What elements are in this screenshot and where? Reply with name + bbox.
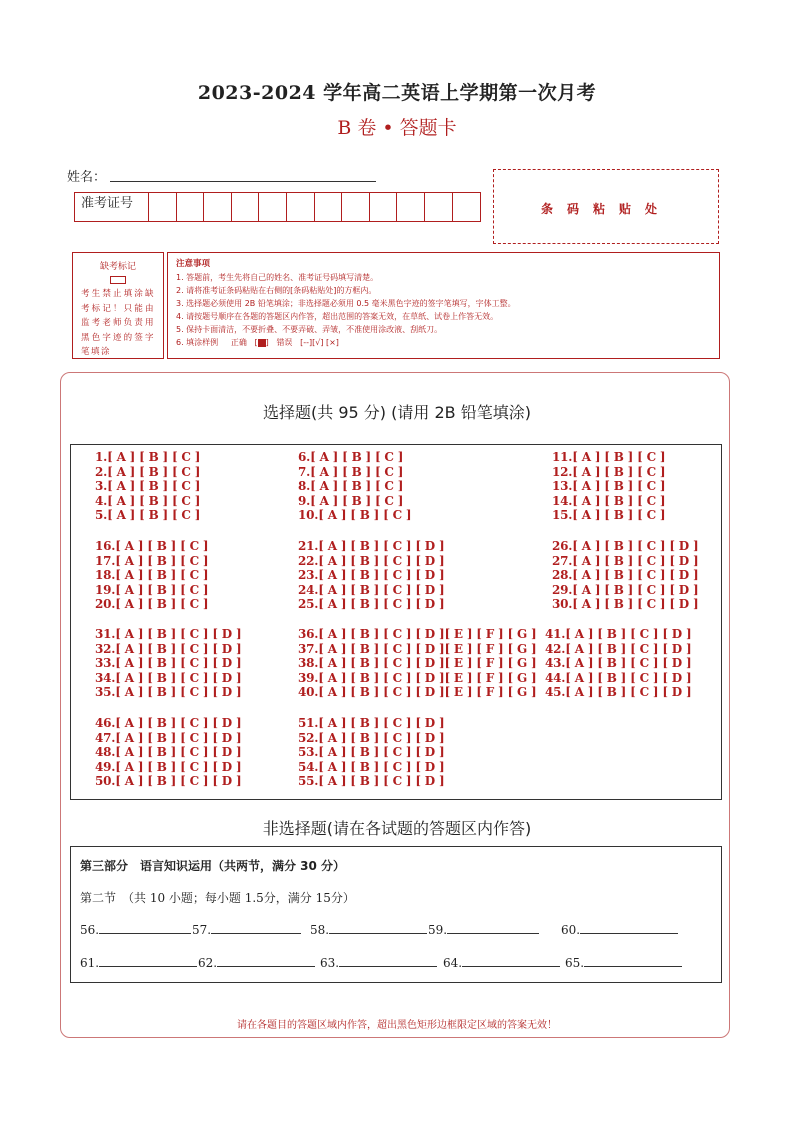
mc-question-row[interactable]: 11.[ A ] [ B ] [ C ]: [552, 450, 666, 464]
blank-59[interactable]: 59.: [428, 921, 539, 937]
mc-question-row[interactable]: 21.[ A ] [ B ] [ C ] [ D ]: [298, 539, 445, 553]
mc-question-row[interactable]: 55.[ A ] [ B ] [ C ] [ D ]: [298, 774, 445, 789]
correct-open: [: [254, 338, 258, 347]
mc-question-row[interactable]: 7.[ A ] [ B ] [ C ]: [298, 464, 404, 479]
mc-question-row[interactable]: 38.[ A ] [ B ] [ C ] [ D ][ E ] [ F ] [ G ]: [298, 656, 537, 671]
mc-question-row[interactable]: 28.[ A ] [ B ] [ C ] [ D ]: [552, 568, 699, 583]
blank-58[interactable]: 58.: [310, 921, 427, 937]
mc-question-row[interactable]: 3.[ A ] [ B ] [ C ]: [95, 479, 201, 494]
notes-item: 2. 请将准考证条码粘贴在右侧的[条码粘贴处]的方框内。: [176, 286, 377, 295]
mc-question-row[interactable]: 24.[ A ] [ B ] [ C ] [ D ]: [298, 582, 445, 597]
absent-desc: 考生禁止填涂缺考标记！只能由监考老师负责用黑色字迹的签字笔填涂: [81, 289, 155, 357]
blank-64[interactable]: 64.: [443, 954, 560, 970]
mc-question-row[interactable]: 18.[ A ] [ B ] [ C ]: [95, 568, 209, 583]
mc-question-row[interactable]: 14.[ A ] [ B ] [ C ]: [552, 493, 666, 508]
mc-question-row[interactable]: 9.[ A ] [ B ] [ C ]: [298, 493, 404, 508]
exam-id-cell[interactable]: [287, 193, 315, 221]
part3-heading: 第三部分 语言知识运用（共两节，满分 30 分）: [80, 859, 346, 873]
notes-sample-row: [176, 336, 711, 349]
mc-question-row[interactable]: 40.[ A ] [ B ] [ C ] [ D ][ E ] [ F ] [ G ]: [298, 685, 537, 700]
mc-question-row[interactable]: 35.[ A ] [ B ] [ C ] [ D ]: [95, 685, 242, 700]
exam-id-label: 准考证号: [75, 193, 149, 221]
mc-question-row[interactable]: 16.[ A ] [ B ] [ C ]: [95, 539, 209, 553]
correct-close: ]: [265, 338, 269, 347]
absent-title: 缺考标记: [99, 262, 136, 272]
mc-question-row[interactable]: 49.[ A ] [ B ] [ C ] [ D ]: [95, 759, 242, 774]
blank-63[interactable]: 63.: [320, 954, 437, 970]
exam-id-cell[interactable]: [425, 193, 453, 221]
exam-id-cell[interactable]: [315, 193, 343, 221]
wrong-label: 错误: [276, 338, 293, 347]
absent-checkbox[interactable]: [110, 276, 126, 284]
mc-question-row[interactable]: 30.[ A ] [ B ] [ C ] [ D ]: [552, 597, 699, 612]
notes-title: 注意事项: [176, 259, 211, 269]
exam-id-cell[interactable]: [453, 193, 481, 221]
exam-id-cell[interactable]: [397, 193, 425, 221]
section2-heading: 第二节 （共 10 小题；每小题 1.5分，满分 15分）: [80, 891, 355, 905]
mc-question-row[interactable]: 5.[ A ] [ B ] [ C ]: [95, 508, 201, 523]
blank-57[interactable]: 57.: [192, 921, 301, 937]
blank-56[interactable]: 56.: [80, 921, 191, 937]
blank-60[interactable]: 60.: [561, 921, 678, 937]
absent-mark-box: [72, 252, 164, 359]
mc-question-row[interactable]: 36.[ A ] [ B ] [ C ] [ D ][ E ] [ F ] [ G ]: [298, 627, 537, 641]
mc-question-row[interactable]: 31.[ A ] [ B ] [ C ] [ D ]: [95, 627, 242, 641]
name-field[interactable]: [110, 181, 376, 182]
mc-question-row[interactable]: 12.[ A ] [ B ] [ C ]: [552, 464, 666, 479]
exam-id-cell[interactable]: [149, 193, 177, 221]
mc-question-row[interactable]: 39.[ A ] [ B ] [ C ] [ D ][ E ] [ F ] [ G ]: [298, 670, 537, 685]
exam-id-cell[interactable]: [342, 193, 370, 221]
mc-question-row[interactable]: 50.[ A ] [ B ] [ C ] [ D ]: [95, 774, 242, 789]
mc-question-row[interactable]: 19.[ A ] [ B ] [ C ]: [95, 582, 209, 597]
wrong-marks: [--][√] [×]: [300, 338, 339, 347]
mc-question-row[interactable]: 23.[ A ] [ B ] [ C ] [ D ]: [298, 568, 445, 583]
mc-question-row[interactable]: 48.[ A ] [ B ] [ C ] [ D ]: [95, 745, 242, 760]
footer-warning: 请在各题目的答题区域内作答，超出黑色矩形边框限定区域的答案无效！: [237, 1020, 557, 1031]
mc-question-row[interactable]: 15.[ A ] [ B ] [ C ]: [552, 508, 666, 523]
sample-label: 6. 填涂样例: [176, 338, 219, 347]
mc-question-row[interactable]: 43.[ A ] [ B ] [ C ] [ D ]: [545, 656, 692, 671]
exam-id-grid: [74, 192, 481, 222]
barcode-area: [493, 169, 719, 244]
notes-box: [167, 252, 720, 359]
mc-question-row[interactable]: 17.[ A ] [ B ] [ C ]: [95, 553, 209, 568]
mc-question-row[interactable]: 34.[ A ] [ B ] [ C ] [ D ]: [95, 670, 242, 685]
name-label: 姓名：: [67, 170, 107, 185]
page-subtitle: B 卷 • 答题卡: [337, 117, 457, 139]
mc-question-row[interactable]: 26.[ A ] [ B ] [ C ] [ D ]: [552, 539, 699, 553]
mc-question-row[interactable]: 22.[ A ] [ B ] [ C ] [ D ]: [298, 553, 445, 568]
exam-id-cell[interactable]: [204, 193, 232, 221]
blank-61[interactable]: 61.: [80, 954, 197, 970]
mc-title: 选择题(共 95 分) (请用 2B 铅笔填涂): [263, 403, 531, 422]
exam-id-cell[interactable]: [259, 193, 287, 221]
mc-question-row[interactable]: 6.[ A ] [ B ] [ C ]: [298, 450, 404, 464]
notes-item: 4. 请按题号顺序在各题的答题区内作答，超出范围的答案无效，在草纸、试卷上作答无效。: [176, 312, 499, 321]
mc-question-row[interactable]: 51.[ A ] [ B ] [ C ] [ D ]: [298, 716, 445, 730]
mc-question-row[interactable]: 53.[ A ] [ B ] [ C ] [ D ]: [298, 745, 445, 760]
mc-question-row[interactable]: 25.[ A ] [ B ] [ C ] [ D ]: [298, 597, 445, 612]
notes-item: 5. 保持卡面清洁，不要折叠、不要弄破、弄皱，不准使用涂改液、刮纸刀。: [176, 325, 443, 334]
mc-question-row[interactable]: 33.[ A ] [ B ] [ C ] [ D ]: [95, 656, 242, 671]
mc-question-row[interactable]: 20.[ A ] [ B ] [ C ]: [95, 597, 209, 612]
page-title: 2023-2024 学年高二英语上学期第一次月考: [197, 82, 597, 104]
mc-question-row[interactable]: 32.[ A ] [ B ] [ C ] [ D ]: [95, 641, 242, 656]
mc-question-row[interactable]: 44.[ A ] [ B ] [ C ] [ D ]: [545, 670, 692, 685]
mc-question-row[interactable]: 46.[ A ] [ B ] [ C ] [ D ]: [95, 716, 242, 730]
mc-question-row[interactable]: 42.[ A ] [ B ] [ C ] [ D ]: [545, 641, 692, 656]
nc-title: 非选择题(请在各试题的答题区内作答): [262, 819, 532, 838]
blank-62[interactable]: 62.: [198, 954, 315, 970]
mc-question-row[interactable]: 8.[ A ] [ B ] [ C ]: [298, 479, 404, 494]
mc-question-row[interactable]: 47.[ A ] [ B ] [ C ] [ D ]: [95, 730, 242, 745]
barcode-label: 条码粘贴处: [540, 202, 671, 216]
notes-item: 1. 答题前，考生先将自己的姓名、准考证号码填写清楚。: [176, 273, 379, 282]
mc-question-row[interactable]: 1.[ A ] [ B ] [ C ]: [95, 450, 201, 464]
filled-mark-icon: [258, 339, 266, 347]
mc-question-row[interactable]: 4.[ A ] [ B ] [ C ]: [95, 493, 201, 508]
mc-question-row[interactable]: 29.[ A ] [ B ] [ C ] [ D ]: [552, 582, 699, 597]
mc-question-row[interactable]: 41.[ A ] [ B ] [ C ] [ D ]: [545, 627, 692, 641]
blank-65[interactable]: 65.: [565, 954, 682, 970]
mc-question-row[interactable]: 45.[ A ] [ B ] [ C ] [ D ]: [545, 685, 692, 700]
notes-item: 3. 选择题必须使用 2B 铅笔填涂；非选择题必须用 0.5 毫米黑色字迹的签字笔填写，字体工整。: [176, 299, 516, 308]
mc-question-row[interactable]: 27.[ A ] [ B ] [ C ] [ D ]: [552, 553, 699, 568]
correct-label: 正确: [230, 338, 247, 347]
mc-question-row[interactable]: 13.[ A ] [ B ] [ C ]: [552, 479, 666, 494]
exam-id-cell[interactable]: [370, 193, 398, 221]
mc-question-row[interactable]: 10.[ A ] [ B ] [ C ]: [298, 508, 412, 523]
mc-question-row[interactable]: 54.[ A ] [ B ] [ C ] [ D ]: [298, 759, 445, 774]
mc-question-row[interactable]: 52.[ A ] [ B ] [ C ] [ D ]: [298, 730, 445, 745]
exam-id-cell[interactable]: [177, 193, 205, 221]
mc-question-row[interactable]: 2.[ A ] [ B ] [ C ]: [95, 464, 201, 479]
mc-question-row[interactable]: 37.[ A ] [ B ] [ C ] [ D ][ E ] [ F ] [ G ]: [298, 641, 537, 656]
exam-id-cell[interactable]: [232, 193, 260, 221]
